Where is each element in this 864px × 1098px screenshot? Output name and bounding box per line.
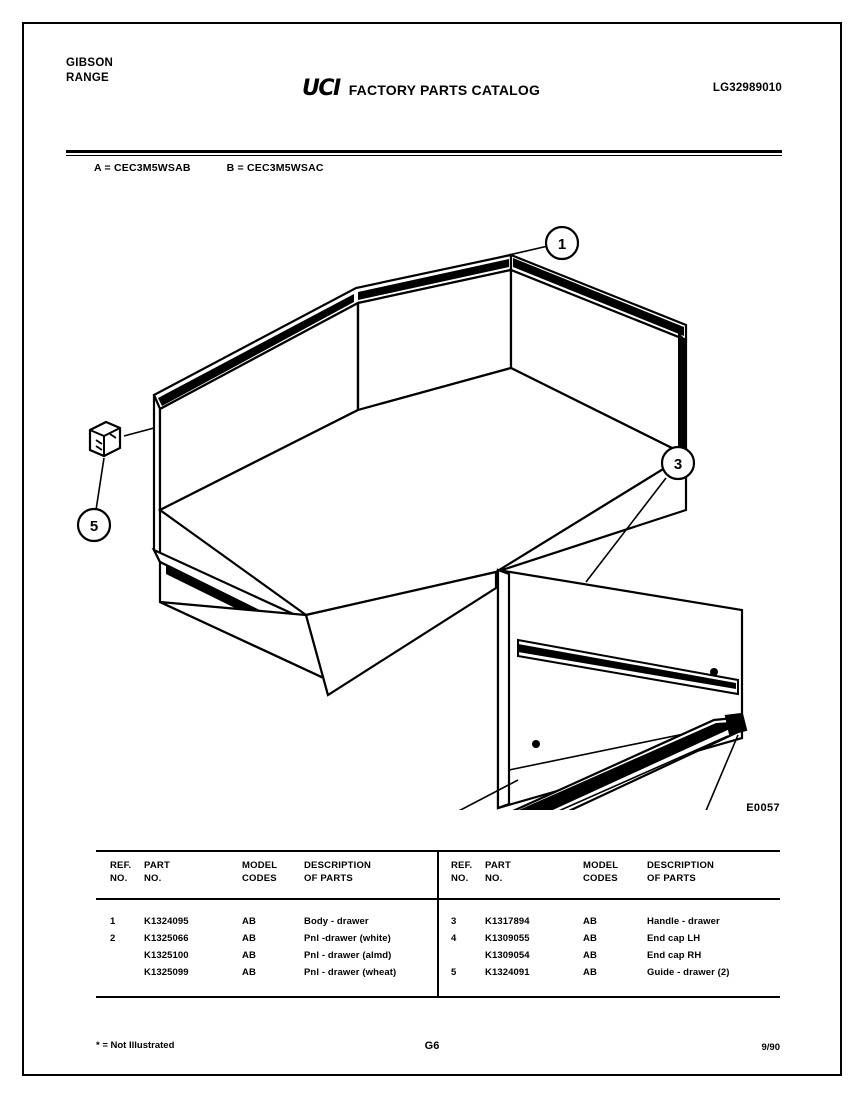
cell-description: Handle - drawer: [647, 916, 720, 927]
cell-description: End cap LH: [647, 933, 701, 944]
drawer-guide-shape: [90, 422, 120, 456]
table-row: [96, 967, 437, 984]
cell-part-no: K1325099: [144, 967, 189, 978]
cell-ref-no: 3: [451, 916, 457, 927]
cell-part-no: K1325066: [144, 933, 189, 944]
header-model-codes: MODEL CODES: [583, 860, 619, 884]
cell-part-no: K1309055: [485, 933, 530, 944]
brand-line-2: RANGE: [66, 72, 110, 84]
parts-table-right: [439, 850, 780, 998]
cell-model-codes: AB: [242, 950, 256, 961]
figure-code: E0057: [746, 802, 780, 814]
table-row: [96, 916, 437, 933]
cell-part-no: K1325100: [144, 950, 189, 961]
callout-3: [662, 447, 694, 479]
cell-ref-no: 2: [110, 933, 116, 944]
callout-1: [546, 227, 578, 259]
brand-block: [66, 56, 113, 86]
header-description: DESCRIPTION OF PARTS: [647, 860, 715, 884]
footer-page-number: G6: [424, 1040, 440, 1052]
catalog-title-block: [302, 78, 540, 100]
cell-model-codes: AB: [583, 967, 597, 978]
cell-description: Guide - drawer (2): [647, 967, 730, 978]
table-row: [96, 950, 437, 967]
model-code-a: A = CEC3M5WSAB: [94, 162, 191, 174]
cell-model-codes: AB: [242, 967, 256, 978]
table-body-left: [96, 916, 437, 984]
cell-ref-no: 5: [451, 967, 457, 978]
footer-date: 9/90: [761, 1042, 780, 1053]
parts-table-left: [96, 850, 437, 998]
header-part-no: PART NO.: [144, 860, 170, 884]
table-body-right: [439, 916, 780, 984]
callout-5: [78, 509, 110, 541]
cell-part-no: K1324095: [144, 916, 189, 927]
footer-note: * = Not Illustrated: [96, 1040, 175, 1051]
catalog-number: LG32989010: [712, 82, 782, 94]
cell-part-no: K1309054: [485, 950, 530, 961]
uci-logo: UCI: [302, 76, 340, 101]
cell-model-codes: AB: [583, 950, 597, 961]
brand-line-1: GIBSON: [66, 57, 114, 69]
cell-description: Pnl - drawer (almd): [304, 950, 392, 961]
cell-part-no: K1317894: [485, 916, 530, 927]
exploded-view-illustration: [66, 210, 782, 810]
svg-text:3: 3: [673, 456, 683, 473]
header-rule-thin: [66, 155, 782, 156]
cell-model-codes: AB: [242, 933, 256, 944]
svg-text:1: 1: [557, 236, 567, 253]
header-ref-no: REF. NO.: [451, 860, 473, 884]
page-header: [66, 56, 782, 102]
table-row: [96, 933, 437, 950]
cell-description: End cap RH: [647, 950, 702, 961]
cell-part-no: K1324091: [485, 967, 530, 978]
header-description: DESCRIPTION OF PARTS: [304, 860, 372, 884]
header-part-no: PART NO.: [485, 860, 511, 884]
svg-text:5: 5: [89, 518, 99, 535]
cell-model-codes: AB: [242, 916, 256, 927]
catalog-title: FACTORY PARTS CATALOG: [348, 82, 541, 98]
cell-ref-no: 1: [110, 916, 116, 927]
cell-description: Pnl - drawer (wheat): [304, 967, 397, 978]
cell-model-codes: AB: [583, 916, 597, 927]
table-row: [439, 916, 780, 933]
model-code-b: B = CEC3M5WSAC: [226, 162, 324, 174]
cell-description: Body - drawer: [304, 916, 369, 927]
header-model-codes: MODEL CODES: [242, 860, 278, 884]
model-code-legend: [94, 162, 324, 174]
table-row: [439, 967, 780, 984]
cell-description: Pnl -drawer (white): [304, 933, 391, 944]
table-row: [439, 933, 780, 950]
header-ref-no: REF. NO.: [110, 860, 132, 884]
table-row: [439, 950, 780, 967]
header-rule-thick: [66, 150, 782, 153]
cell-model-codes: AB: [583, 933, 597, 944]
parts-table: [96, 850, 780, 998]
cell-ref-no: 4: [451, 933, 457, 944]
